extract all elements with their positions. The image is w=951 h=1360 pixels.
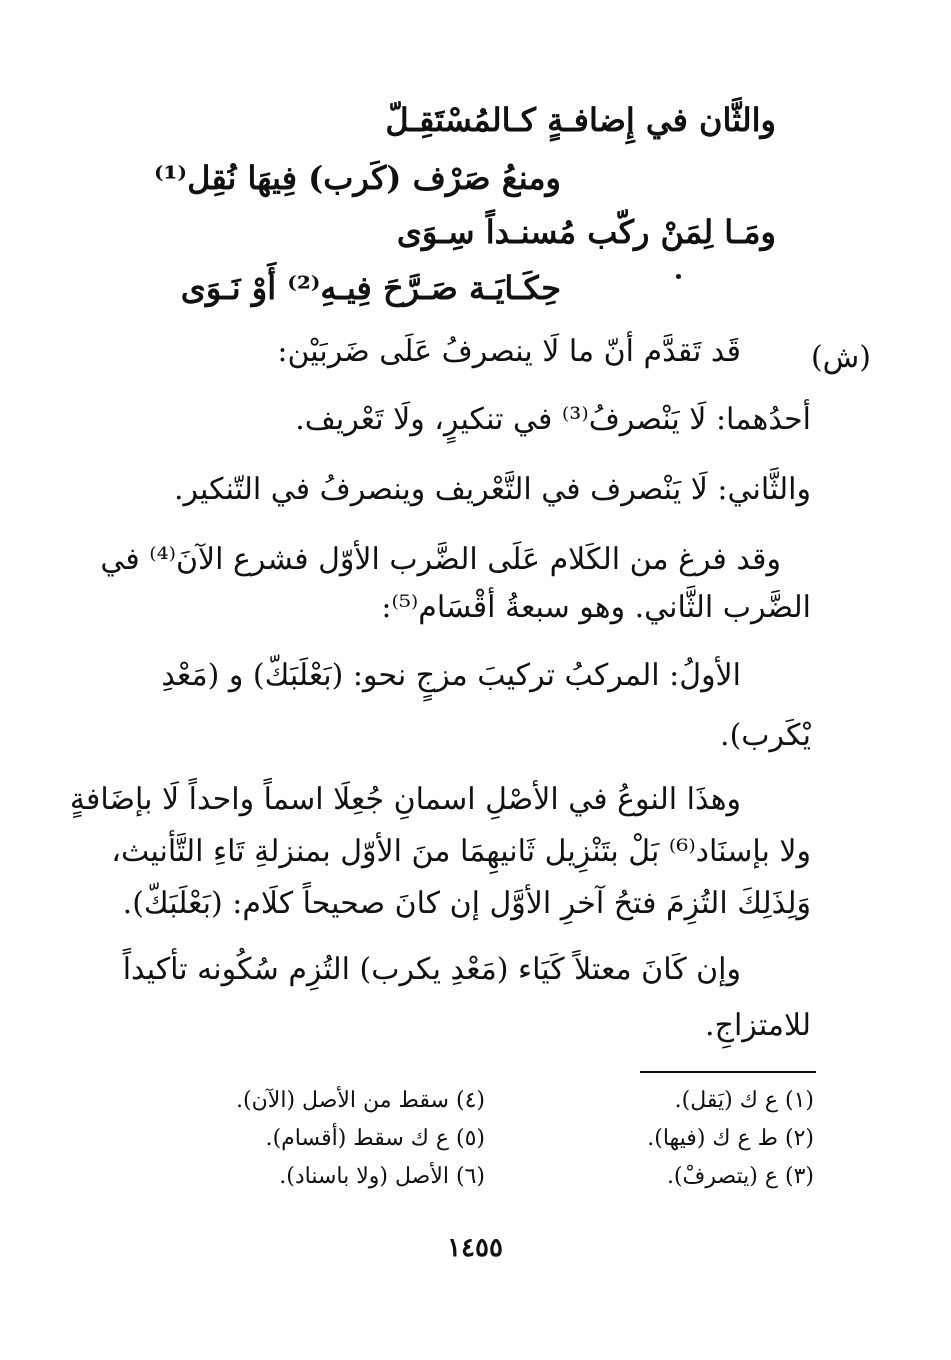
- paragraph-7-line-2: للامتزاجِ.: [705, 1008, 811, 1043]
- paragraph-3-line-1: والثَّاني: لَا يَنْصرف في التَّعْريف وينصرفُ في التّنكير.: [173, 472, 811, 507]
- footnote-5: (٥) ع ك سقط (أقسام).: [265, 1126, 485, 1151]
- page-number: ١٤٥٥: [447, 1233, 503, 1263]
- paragraph-4-line-1: وقد فرغ من الكَلام عَلَى الضَّرب الأوّل فشرع الآنَ⁽⁴⁾ في: [100, 542, 781, 577]
- footnote-2: (٢) ط ع ك (فيها).: [647, 1126, 814, 1151]
- footnote-3: (٣) ع (يتصرفْ).: [666, 1164, 814, 1189]
- paragraph-5-line-2: يْكَرب).: [720, 718, 811, 753]
- paragraph-5-line-1: الأولُ: المركبُ تركيبَ مزجٍ نحو: (بَعْلَبَكّ) و (مَعْدِ: [161, 658, 741, 693]
- paragraph-2-line-1: أحدُهما: لَا يَنْصرفُ⁽³⁾ في تنكيرٍ، ولَا تَعْريف.: [295, 402, 811, 437]
- verse-line-1: والثَّان في إِضافـةٍ كـالمُسْتَقِـلّ: [385, 101, 776, 139]
- paragraph-4-line-2: الضَّرب الثَّاني. وهو سبعةُ أقْسَام⁽⁵⁾:: [381, 590, 811, 625]
- paragraph-7-line-1: وإن كَانَ معتلاً كَيَاء (مَعْدِ يكرب) التُزِم سُكُونه تأكيداً: [122, 952, 741, 987]
- footnote-1: (١) ع ك (يَقل).: [674, 1088, 814, 1113]
- verse-line-3: ومَـا لِمَنْ ركّب مُسنـداً سِـوَى: [396, 213, 776, 251]
- ink-dot: [676, 274, 681, 279]
- verse-line-2: ومنعُ صَرْف (كَرب) فِيهَا نُقِل⁽¹⁾: [154, 159, 561, 197]
- paragraph-1-line-1: قَد تَقدَّم أنّ ما لَا ينصرفُ عَلَى ضَربَيْن:: [277, 334, 741, 369]
- footnote-6: (٦) الأصل (ولا باسناد).: [279, 1164, 485, 1189]
- paragraph-6-line-1: وهذَا النوعُ في الأصْلِ اسمانِ جُعِلَا اسماً واحداً لَا بإضَافةٍ: [69, 782, 741, 817]
- footnote-4: (٤) سقط من الأصل (الآن).: [236, 1088, 485, 1113]
- paragraph-6-line-2: ولا بإسنَاد⁽⁶⁾ بَلْ بتَنْزِيل ثَانيهِمَا منَ الأوّل بمنزلةِ تَاءِ التَّأنيث،: [111, 834, 811, 869]
- verse-line-4: حِكَـايَـة صَـرَّحَ فِيـهِ⁽²⁾ أَوْ نَـوَى: [180, 269, 561, 307]
- paragraph-6-line-3: وَلِذَلِكَ التُزِمَ فتحُ آخرِ الأوَّل إن كانَ صحيحاً كلَام: (بَعْلَبَكّ).: [122, 886, 811, 921]
- footnote-separator: [640, 1071, 816, 1073]
- sharh-marker: (ش): [810, 340, 871, 375]
